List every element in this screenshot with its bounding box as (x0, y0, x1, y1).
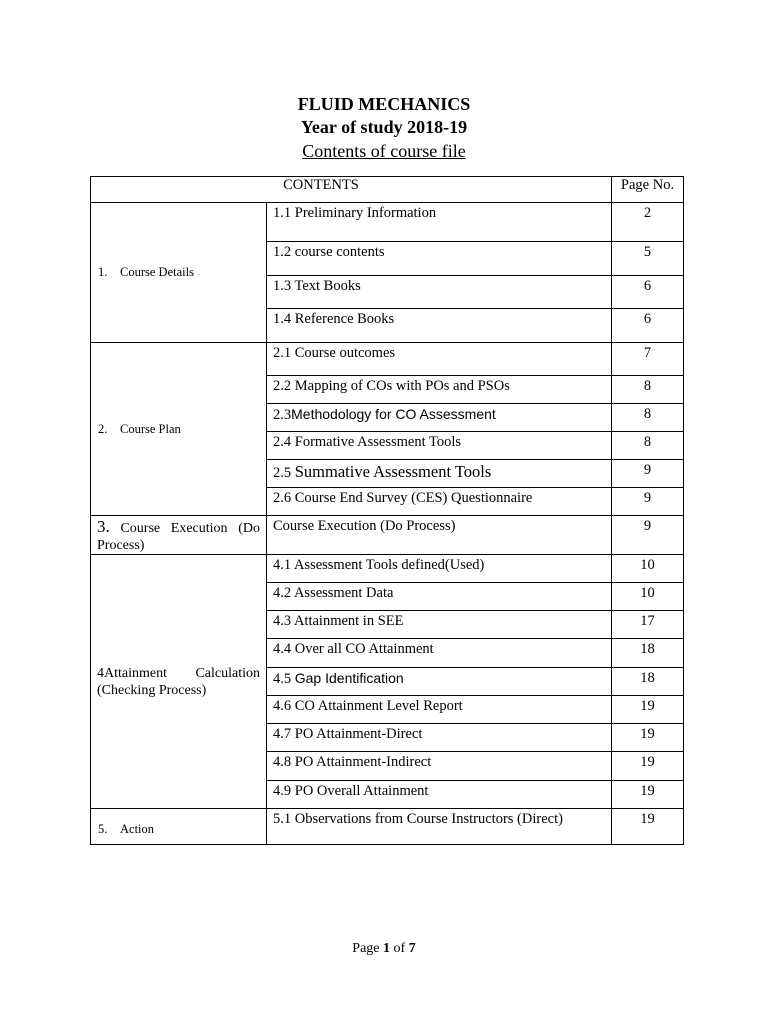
header-page-no: Page No. (612, 177, 684, 203)
row-item-text: Methodology for CO Assessment (291, 406, 496, 422)
row-item: 1.1 Preliminary Information (267, 203, 612, 242)
row-item: 4.2 Assessment Data (267, 583, 612, 611)
row-page: 7 (612, 343, 684, 376)
section-label: Action (120, 822, 155, 836)
section-course-details (91, 203, 267, 343)
row-page: 6 (612, 276, 684, 309)
footer-current-page: 1 (383, 941, 391, 956)
row-page: 10 (612, 583, 684, 611)
table-header-row (91, 177, 684, 203)
row-page: 6 (612, 309, 684, 343)
row-item (267, 460, 612, 488)
row-item: 4.6 CO Attainment Level Report (267, 696, 612, 724)
row-page: 8 (612, 432, 684, 460)
table-row (91, 516, 684, 555)
row-item: 1.4 Reference Books (267, 309, 612, 343)
section-label: Course Details (120, 265, 194, 279)
section-label: (Checking Process) (97, 682, 207, 698)
section-number: 3. (97, 517, 110, 536)
section-course-execution (91, 516, 267, 555)
section-number: 5. (98, 822, 108, 836)
section-number: 1. (98, 265, 108, 279)
row-item: 1.3 Text Books (267, 276, 612, 309)
section-course-plan (91, 343, 267, 516)
contents-table (90, 176, 684, 845)
row-page: 10 (612, 555, 684, 583)
row-page: 19 (612, 809, 684, 845)
section-label: Calculation (195, 665, 260, 681)
row-item: 4.3 Attainment in SEE (267, 611, 612, 639)
row-page: 2 (612, 203, 684, 242)
row-item: 4.7 PO Attainment-Direct (267, 724, 612, 752)
header-contents: CONTENTS (91, 177, 612, 203)
row-item: 4.1 Assessment Tools defined(Used) (267, 555, 612, 583)
footer-total-pages: 7 (408, 941, 416, 956)
document-title: FLUID MECHANICS (297, 94, 471, 114)
row-item-number: 4.5 (273, 671, 295, 687)
row-page: 19 (612, 781, 684, 809)
row-item: 2.4 Formative Assessment Tools (267, 432, 612, 460)
row-page: 18 (612, 668, 684, 696)
row-page: 5 (612, 242, 684, 276)
table-row (91, 203, 684, 242)
row-item (267, 668, 612, 696)
section-number: 4 (97, 665, 104, 681)
row-item: 5.1 Observations from Course Instructors (Direct) (267, 809, 612, 845)
section-label: Course Plan (120, 421, 181, 436)
table-row (91, 343, 684, 376)
row-item: 2.1 Course outcomes (267, 343, 612, 376)
row-item: 1.2 course contents (267, 242, 612, 276)
section-label: Course Execution (Do Process) (97, 521, 260, 553)
row-item: Course Execution (Do Process) (267, 516, 612, 555)
document-subtitle: Year of study 2018-19 (300, 117, 468, 137)
row-item: 4.9 PO Overall Attainment (267, 781, 612, 809)
section-number: 2. (98, 421, 108, 436)
table-row (91, 555, 684, 583)
row-item: 2.6 Course End Survey (CES) Questionnaire (267, 488, 612, 516)
page-footer (0, 941, 768, 957)
row-item-text: Gap Identification (294, 670, 404, 686)
row-item-text: Summative Assessment Tools (294, 462, 492, 481)
row-item: 2.2 Mapping of COs with POs and PSOs (267, 376, 612, 404)
footer-prefix: Page (352, 941, 384, 956)
row-item: 4.8 PO Attainment-Indirect (267, 752, 612, 781)
section-label: Attainment (104, 665, 167, 681)
row-page: 8 (612, 404, 684, 432)
footer-of: of (390, 941, 409, 956)
section-attainment-calculation (91, 555, 267, 809)
row-item-number: 2.5 (273, 465, 295, 481)
row-page: 8 (612, 376, 684, 404)
row-page: 19 (612, 752, 684, 781)
row-page: 19 (612, 724, 684, 752)
row-item (267, 404, 612, 432)
row-item: 4.4 Over all CO Attainment (267, 639, 612, 668)
contents-heading: Contents of course file (302, 141, 466, 161)
row-item-number: 2.3 (273, 407, 292, 423)
table-row (91, 809, 684, 845)
section-action (91, 809, 267, 845)
row-page: 9 (612, 516, 684, 555)
row-page: 9 (612, 488, 684, 516)
row-page: 19 (612, 696, 684, 724)
row-page: 17 (612, 611, 684, 639)
title-block (0, 93, 768, 163)
row-page: 18 (612, 639, 684, 668)
row-page: 9 (612, 460, 684, 488)
